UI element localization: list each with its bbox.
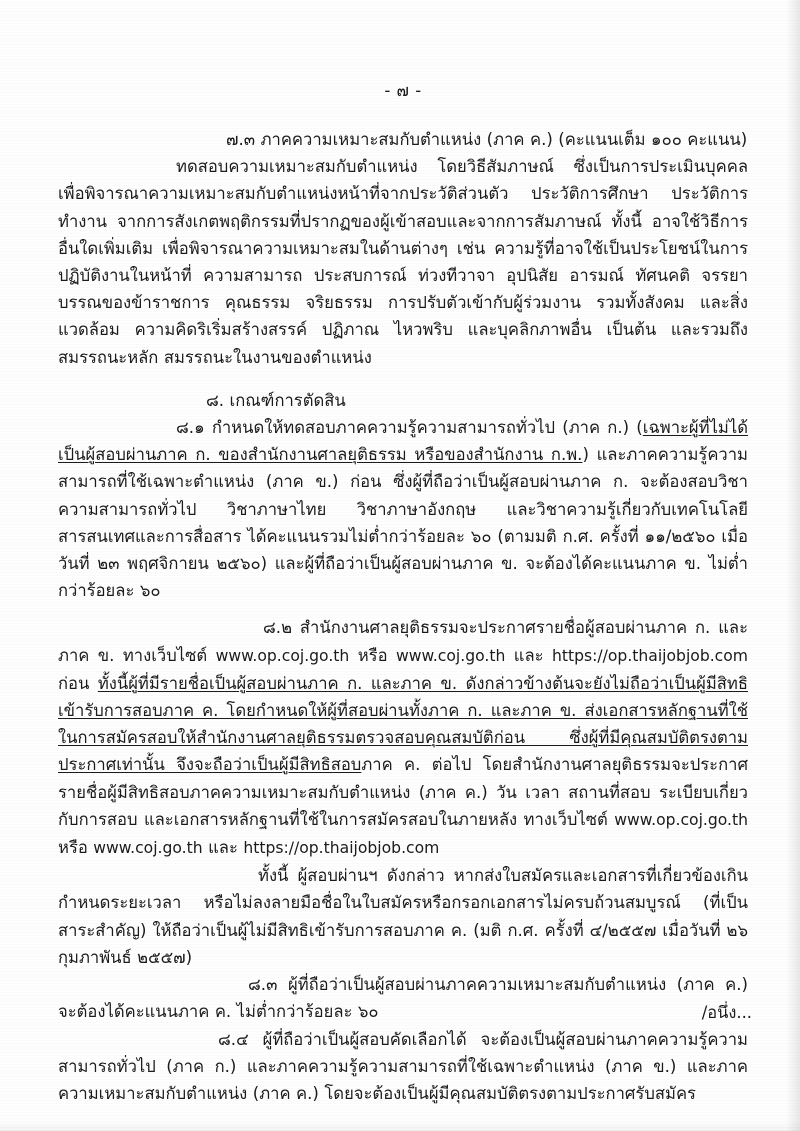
website-url-thaijobjob[interactable]: https://op.thaijobjob.com [552, 646, 748, 665]
section-8-2-mid-2: และ [505, 645, 552, 665]
section-8-2-pre: ๘.๒ สำนักงานศาลยุติธรรมจะประกาศรายชื่อผู้สอบผ่านภาค ก. และภาค ข. ทางเว็บไซต์ [58, 618, 748, 665]
section-8-heading: ๘. เกณฑ์การตัดสิน [206, 390, 346, 410]
section-8-2-underlined: ทั้งนี้ผู้ที่มีรายชื่อเป็นผู้สอบผ่านภาค ก. และภาค ข. ดังกล่าวข้างต้นจะยังไม่ถือว่าเป็นผู้มีสิทธิเข้ารับการสอบภาค ค. โดยกำหนดให้ผู้ที่สอบผ่านทั้งภาค ก. และภาค ข. ส่งเอกสารหลักฐานที่ใช้ในการสมัครสอบให้สำนักงานศาลยุติธรรมตรวจสอบคุณสมบัติก่อน ซึ่งผู้ที่มีคุณสมบัติตรงตามประกาศเท่านั้น จึงจะถือว่าเป็นผู้มีสิทธิสอบ [58, 673, 748, 775]
section-8-1-underlined: เฉพาะผู้ที่ไม่ได้เป็นผู้สอบผ่านภาค ก. ของสำนักงานศาลยุติธรรม หรือของสำนักงาน ก.พ. [58, 418, 748, 465]
section-7-3-body-line1: ทดสอบความเหมาะสมกับตำแหน่ง โดยวิธีสัมภาษณ์ ซึ่งเป็นการประเมินบุคคล [176, 157, 748, 177]
scan-edge-bottom [0, 1121, 800, 1131]
website-url-op-coj[interactable]: www.op.coj.go.th [215, 646, 350, 665]
section-7-3-body-rest: เพื่อพิจารณาความเหมาะสมกับตำแหน่งหน้าที่จากประวัติส่วนตัว ประวัติการศึกษา ประวัติการทำงาน จากการสังเกตพฤติกรรมที่ปรากฏของผู้เข้าสอบและจากการสัมภาษณ์ ทั้งนี้ อาจใช้วิธีการอื่นใดเพิ่มเติม เพื่อพิจารณาความเหมาะสมในด้านต่างๆ เช่น ความรู้ที่อาจใช้เป็นประโยชน์ในการปฏิบัติงานในหน้าที่ ความสามารถ ประสบการณ์ ท่วงทีวาจา อุปนิสัย อารมณ์ ทัศนคติ จรรยาบรรณของข้าราชการ คุณธรรม จริยธรรม การปรับตัวเข้ากับผู้ร่วมงาน รวมทั้งสังคม และสิ่งแวดล้อม ความคิดริเริ่มสร้างสรรค์ ปฏิภาณ ไหวพริบ และบุคลิกภาพอื่น เป็นต้น และรวมถึงสมรรถนะหลัก สมรรถนะในงานของตำแหน่ง [58, 184, 748, 367]
section-8-2-mid-1: หรือ [349, 645, 397, 665]
section-8-2-post-mid-2: และ [202, 838, 244, 858]
page-number: - ๗ - [384, 81, 422, 100]
section-8-2-mid-3: ก่อน [58, 673, 98, 693]
section-8-1 [58, 414, 748, 604]
section-8-2-post-mid-1: หรือ [58, 838, 94, 858]
section-7-3-body [58, 153, 748, 371]
section-8-1-pre: ๘.๑ กำหนดให้ทดสอบภาคความรู้ความสามารถทั่วไป (ภาค ก.) ( [176, 418, 643, 438]
scan-edge-right [786, 0, 800, 1131]
section-7-3-heading: ๗.๓ ภาคความเหมาะสมกับตำแหน่ง (ภาค ค.) (คะแนนเต็ม ๑๐๐ คะแนน) [226, 130, 748, 149]
section-8-2-post: ภาค ค. ต่อไป โดยสำนักงานศาลยุติธรรมจะประกาศรายชื่อผู้มีสิทธิสอบภาคความเหมาะสมกับตำแหน่ง (ภาค ค.) วัน เวลา สถานที่สอบ ระเบียบเกี่ยวกับการสอบ และเอกสารหลักฐานที่ใช้ในการสมัครสอบในภายหลัง ทางเว็บไซต์ [58, 755, 748, 829]
website-url-op-coj-second[interactable]: www.op.coj.go.th [614, 810, 748, 829]
section-8-3: ๘.๓ ผู้ที่ถือว่าเป็นผู้สอบผ่านภาคความเหมาะสมกับตำแหน่ง (ภาค ค.) จะต้องได้คะแนนภาค ค. ไม่ต่ำกว่าร้อยละ ๖๐ [58, 975, 748, 1022]
website-url-coj[interactable]: www.coj.go.th [396, 646, 506, 665]
section-8-4: ๘.๔ ผู้ที่ถือว่าเป็นผู้สอบคัดเลือกได้ จะต้องเป็นผู้สอบผ่านภาคความรู้ความสามารถทั่วไป (ภาค ก.) และภาคความรู้ความสามารถที่ใช้เฉพาะตำแหน่ง (ภาค ข.) และภาคความเหมาะสมกับตำแหน่ง (ภาค ค.) โดยจะต้องเป็นผู้มีคุณสมบัติตรงตามประกาศรับสมัคร [58, 1029, 748, 1103]
document-body [58, 0, 748, 1107]
section-8-1-post: ) และภาคความรู้ความสามารถที่ใช้เฉพาะตำแหน่ง (ภาค ข.) ก่อน ซึ่งผู้ที่ถือว่าเป็นผู้สอบผ่านภาค ก. จะต้องสอบวิชาความสามารถทั่วไป วิชาภาษาไทย วิชาภาษาอังกฤษ และวิชาความรู้เกี่ยวกับเทคโนโลยีสารสนเทศและการสื่อสาร ได้คะแนนรวมไม่ต่ำกว่าร้อยละ ๖๐ (ตามมติ ก.ศ. ครั้งที่ ๑๑/๒๕๖๐ เมื่อวันที่ ๒๓ พฤศจิกายน ๒๕๖๐) และผู้ที่ถือว่าเป็นผู้สอบผ่านภาค ข. จะต้องได้คะแนนภาค ข. ไม่ต่ำกว่าร้อยละ ๖๐ [58, 445, 748, 601]
section-8-2 [58, 614, 748, 862]
website-url-thaijobjob-second[interactable]: https://op.thaijobjob.com [243, 839, 440, 858]
website-url-coj-second[interactable]: www.coj.go.th [93, 839, 203, 858]
page-footer-note: /อนึ่ง... [701, 1003, 752, 1022]
paragraph-conditions: ทั้งนี้ ผู้สอบผ่านฯ ดังกล่าว หากส่งใบสมัครและเอกสารที่เกี่ยวข้องเกินกำหนดระยะเวลา หรือไม่ลงลายมือชื่อในใบสมัครหรือกรอกเอกสารไม่ครบถ้วนสมบูรณ์ (ที่เป็นสาระสำคัญ) ให้ถือว่าเป็นผู้ไม่มีสิทธิเข้ารับการสอบภาค ค. (มติ ก.ศ. ครั้งที่ ๔/๒๕๕๗ เมื่อวันที่ ๒๖ กุมภาพันธ์ ๒๕๕๗) [58, 866, 748, 967]
